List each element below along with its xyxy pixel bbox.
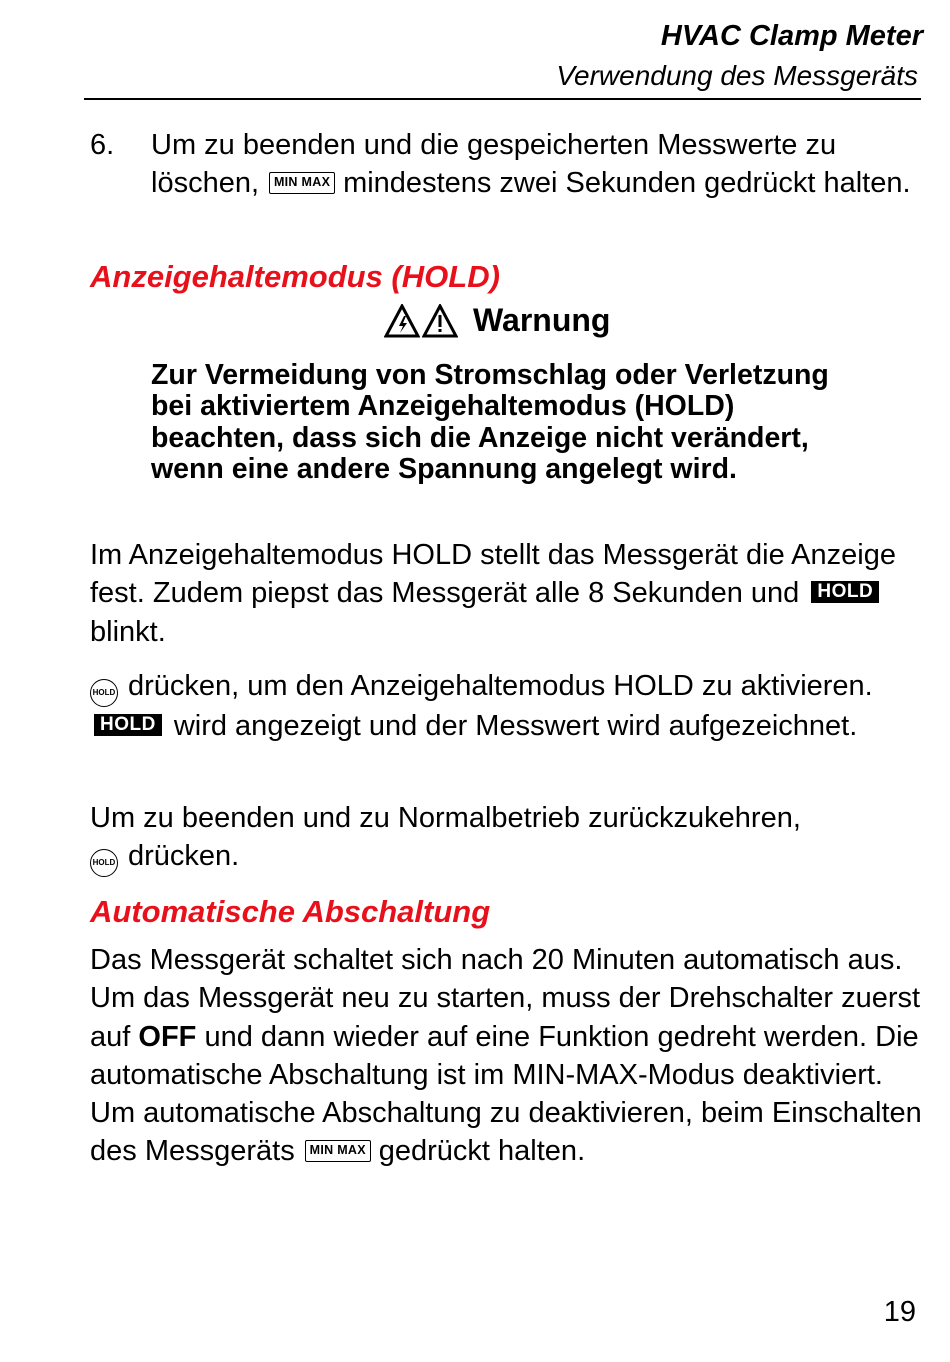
hold-display-badge: HOLD — [811, 581, 879, 603]
auto-off-text-end: gedrückt halten. — [378, 1135, 586, 1168]
warning-triangle-icon — [422, 304, 458, 338]
hold-button-icon: HOLD — [90, 679, 118, 707]
electric-hazard-icon — [384, 304, 420, 338]
off-position-label: OFF — [138, 1020, 197, 1053]
hold-p3-text: Um zu beenden und zu Normalbetrieb zurückzukehren, — [90, 802, 801, 834]
step-text-before: Um zu beenden und die gespeicherten Messwerte zu löschen, — [151, 129, 837, 200]
hold-display-badge: HOLD — [94, 714, 162, 736]
step-text-after: mindestens zwei Sekunden gedrückt halten. — [343, 167, 911, 200]
step-number: 6. — [90, 129, 115, 161]
min-max-key-icon: MIN MAX — [305, 1140, 371, 1162]
header-title: HVAC Clamp Meter — [660, 20, 923, 52]
warning-title — [384, 302, 610, 339]
page-number: 19 — [883, 1296, 916, 1328]
hold-button-icon: HOLD — [90, 849, 118, 877]
auto-off-text-before: Das Messgerät schaltet sich nach 20 Minuten automatisch aus. Um das Messgerät neu zu starten, muss der Drehschalter zuerst auf — [90, 944, 921, 1053]
header-subtitle: Verwendung des Messgeräts — [556, 60, 918, 91]
hold-paragraph-1 — [90, 536, 925, 651]
min-max-key-icon: MIN MAX — [269, 172, 335, 194]
step-text — [151, 126, 911, 203]
hold-p1-end: blinkt. — [90, 615, 166, 648]
hold-p2-end: wird angezeigt und der Messwert wird aufgezeichnet. — [173, 710, 858, 742]
hold-p3-end: drücken. — [128, 840, 240, 873]
header-divider — [84, 98, 921, 100]
hold-paragraph-2 — [90, 667, 925, 745]
hold-p2-text: drücken, um den Anzeigehaltemodus HOLD zu aktivieren. — [128, 670, 873, 702]
hold-p1-text: Im Anzeigehaltemodus HOLD stellt das Messgerät die Anzeige fest. Zudem piepst das Messgerät alle 8 Sekunden und — [90, 539, 896, 610]
warning-label: Warnung — [473, 302, 611, 338]
auto-off-paragraph — [90, 941, 925, 1171]
auto-off-section-heading: Automatische Abschaltung — [90, 894, 491, 929]
warning-text: Zur Vermeidung von Stromschlag oder Verletzung bei aktiviertem Anzeigehaltemodus (HOLD) beachten, dass sich die Anzeige nicht verändert, wenn eine andere Spannung angelegt wird. — [151, 359, 829, 485]
hold-paragraph-3 — [90, 799, 925, 877]
hold-section-heading: Anzeigehaltemodus (HOLD) — [90, 259, 500, 294]
auto-off-text-middle: und dann wieder auf eine Funktion gedreht werden. Die automatische Abschaltung ist im MIN-MAX-Modus deaktiviert. Um automatische Abschaltung zu deaktivieren, beim Einschalten des Messgeräts — [90, 1020, 922, 1168]
